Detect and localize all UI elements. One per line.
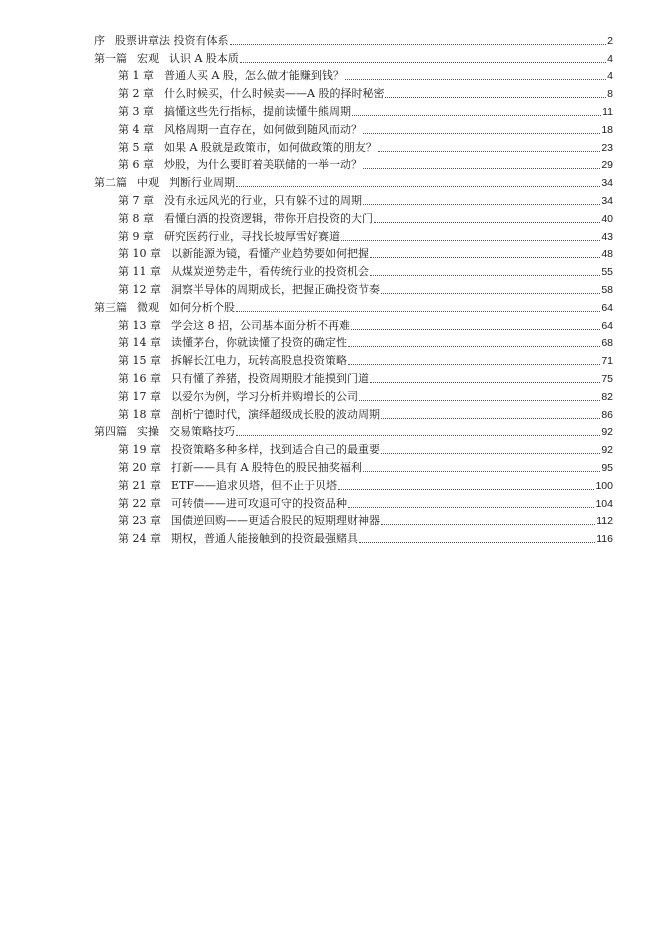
toc-entry-number: 第 20 章 — [118, 460, 161, 474]
dot-leader — [363, 204, 600, 205]
toc-entry-number: 第 1 章 — [118, 69, 154, 83]
toc-page-number: 92 — [601, 426, 613, 439]
toc-entry-title: 打新——具有 A 股特色的股民抽奖福利 — [171, 460, 362, 474]
toc-entry-title: 没有永远风光的行业，只有躲不过的周期 — [164, 193, 362, 207]
toc-part-entry[interactable] — [0, 30, 613, 48]
toc-entry-section: 实操 — [137, 425, 159, 439]
toc-page-number: 64 — [601, 301, 613, 314]
toc-entry-label — [94, 176, 235, 190]
toc-chapter-entry[interactable] — [0, 208, 613, 226]
toc-entry-title: 普通人买 A 股，怎么做才能赚到钱？ — [164, 69, 344, 83]
toc-chapter-entry[interactable] — [0, 190, 613, 208]
toc-entry-number: 第 11 章 — [118, 265, 161, 279]
dot-leader — [363, 133, 600, 134]
dot-leader — [348, 507, 594, 508]
dot-leader — [370, 257, 600, 258]
toc-entry-number: 第 8 章 — [118, 211, 154, 225]
toc-page-number: 4 — [607, 52, 613, 65]
toc-chapter-entry[interactable] — [0, 155, 613, 173]
toc-page-number: 43 — [601, 230, 613, 243]
toc-entry-title: 判断行业周期 — [169, 176, 235, 190]
toc-entry-title: 看懂白酒的投资逻辑，带你开启投资的大门 — [164, 211, 373, 225]
toc-entry-label — [94, 34, 229, 48]
toc-entry-label — [118, 443, 380, 457]
toc-chapter-entry[interactable] — [0, 101, 613, 119]
toc-chapter-entry[interactable] — [0, 119, 613, 137]
toc-entry-number: 第 10 章 — [118, 247, 161, 261]
toc-entry-number: 第 14 章 — [118, 336, 161, 350]
toc-chapter-entry[interactable] — [0, 511, 613, 529]
toc-entry-title: 剖析宁德时代，演绎超级成长股的波动周期 — [171, 407, 380, 421]
toc-chapter-entry[interactable] — [0, 368, 613, 386]
toc-page-number: 104 — [595, 497, 613, 510]
toc-entry-number: 第 24 章 — [118, 532, 161, 546]
toc-chapter-entry[interactable] — [0, 315, 613, 333]
toc-entry-label — [118, 497, 347, 511]
dot-leader — [240, 62, 606, 63]
toc-entry-title: 洞察半导体的周期成长，把握正确投资节奏 — [171, 282, 380, 296]
toc-entry-title: 期权，普通人能接触到的投资最强赌具 — [171, 532, 358, 546]
toc-entry-number: 序 — [94, 33, 105, 47]
toc-entry-title: 搞懂这些先行指标，提前读懂牛熊周期 — [164, 104, 351, 118]
toc-entry-title: 什么时候买，什么时候卖——A 股的择时秘密 — [164, 87, 385, 101]
toc-entry-label — [118, 390, 358, 404]
toc-entry-label — [118, 408, 380, 422]
toc-entry-number: 第 16 章 — [118, 371, 161, 385]
toc-part-entry[interactable] — [0, 422, 613, 440]
dot-leader — [381, 453, 600, 454]
toc-entry-number: 第二篇 — [94, 176, 127, 190]
toc-page-number: 92 — [601, 444, 613, 457]
toc-entry-title: 炒股，为什么要盯着美联储的一举一动？ — [164, 158, 362, 172]
toc-page-number: 4 — [607, 70, 613, 83]
toc-chapter-entry[interactable] — [0, 244, 613, 262]
toc-chapter-entry[interactable] — [0, 226, 613, 244]
toc-chapter-entry[interactable] — [0, 279, 613, 297]
toc-page-number: 55 — [601, 266, 613, 279]
toc-entry-label — [118, 336, 347, 350]
table-of-contents — [0, 30, 661, 546]
dot-leader — [236, 186, 600, 187]
toc-page-number: 58 — [601, 283, 613, 296]
toc-entry-number: 第 3 章 — [118, 104, 154, 118]
dot-leader — [236, 311, 600, 312]
dot-leader — [348, 364, 600, 365]
toc-entry-label — [118, 479, 337, 493]
dot-leader — [348, 346, 600, 347]
toc-page-number: 29 — [601, 159, 613, 172]
toc-part-entry[interactable] — [0, 172, 613, 190]
toc-entry-label — [118, 212, 373, 226]
dot-leader — [381, 293, 600, 294]
toc-entry-number: 第三篇 — [94, 300, 127, 314]
toc-entry-number: 第四篇 — [94, 425, 127, 439]
toc-entry-title: 可转债——进可攻退可守的投资品种 — [171, 496, 347, 510]
toc-entry-number: 第 4 章 — [118, 122, 154, 136]
toc-page-number: 8 — [607, 88, 613, 101]
toc-entry-title: 以新能源为镜，看懂产业趋势要如何把握 — [171, 247, 369, 261]
toc-entry-title: 国债逆回购——更适合股民的短期理财神器 — [171, 514, 380, 528]
toc-page-number: 34 — [601, 177, 613, 190]
dot-leader — [370, 275, 600, 276]
toc-entry-title: 读懂茅台，你就读懂了投资的确定性 — [171, 336, 347, 350]
dot-leader — [363, 168, 600, 169]
toc-entry-number: 第 17 章 — [118, 389, 161, 403]
toc-entry-number: 第一篇 — [94, 51, 127, 65]
toc-chapter-entry[interactable] — [0, 493, 613, 511]
dot-leader — [363, 471, 600, 472]
dot-leader — [385, 97, 606, 98]
toc-entry-label — [118, 354, 347, 368]
toc-entry-number: 第 9 章 — [118, 229, 154, 243]
toc-page-number: 68 — [601, 337, 613, 350]
toc-entry-section: 微观 — [137, 300, 159, 314]
toc-entry-number: 第 15 章 — [118, 354, 161, 368]
toc-chapter-entry[interactable] — [0, 83, 613, 101]
dot-leader — [338, 489, 594, 490]
toc-entry-title: 以爱尔为例，学习分析并购增长的公司 — [171, 389, 358, 403]
toc-entry-title: 拆解长江电力，玩转高股息投资策略 — [171, 354, 347, 368]
toc-entry-label — [118, 105, 351, 119]
toc-chapter-entry[interactable] — [0, 66, 613, 84]
toc-entry-label — [118, 265, 369, 279]
toc-entry-label — [118, 461, 362, 475]
toc-chapter-entry[interactable] — [0, 261, 613, 279]
dot-leader — [236, 435, 600, 436]
toc-entry-label — [118, 87, 384, 101]
toc-page-number: 18 — [601, 123, 613, 136]
toc-chapter-entry[interactable] — [0, 475, 613, 493]
toc-entry-label — [118, 372, 369, 386]
dot-leader — [352, 115, 601, 116]
toc-entry-title: 只有懂了养猪，投资周期股才能摸到门道 — [171, 371, 369, 385]
toc-entry-label — [118, 194, 362, 208]
toc-entry-label — [94, 52, 239, 66]
toc-page-number: 82 — [601, 390, 613, 403]
toc-chapter-entry[interactable] — [0, 457, 613, 475]
toc-entry-title: ETF——追求贝塔，但不止于贝塔 — [171, 478, 337, 492]
toc-entry-label — [118, 123, 362, 137]
toc-entry-title: 学会这 8 招，公司基本面分析不再难 — [171, 318, 350, 332]
dot-leader — [359, 542, 595, 543]
toc-part-entry[interactable] — [0, 297, 613, 315]
toc-entry-number: 第 23 章 — [118, 514, 161, 528]
toc-page-number: 116 — [596, 533, 613, 546]
toc-page-number: 75 — [601, 372, 613, 385]
toc-entry-title: 股票讲章法 投资有体系 — [115, 33, 229, 47]
toc-entry-number: 第 7 章 — [118, 193, 154, 207]
toc-page-number: 95 — [601, 461, 613, 474]
toc-page-number: 2 — [607, 34, 613, 47]
toc-entry-label — [94, 301, 235, 315]
toc-chapter-entry[interactable] — [0, 137, 613, 155]
toc-entry-title: 从煤炭逆势走牛，看传统行业的投资机会 — [171, 265, 369, 279]
toc-part-entry[interactable] — [0, 48, 613, 66]
toc-entry-number: 第 18 章 — [118, 407, 161, 421]
toc-page-number: 86 — [601, 408, 613, 421]
toc-entry-title: 认识 A 股本质 — [169, 51, 239, 65]
toc-entry-label — [118, 69, 344, 83]
toc-page-number: 64 — [601, 319, 613, 332]
toc-entry-label — [118, 319, 350, 333]
dot-leader — [378, 151, 600, 152]
toc-entry-label — [118, 247, 369, 261]
toc-chapter-entry[interactable] — [0, 386, 613, 404]
toc-entry-number: 第 5 章 — [118, 140, 154, 154]
toc-page-number: 11 — [602, 105, 613, 118]
dot-leader — [370, 382, 600, 383]
toc-entry-number: 第 13 章 — [118, 318, 161, 332]
toc-entry-title: 研究医药行业，寻找长坡厚雪好赛道 — [164, 229, 340, 243]
dot-leader — [230, 44, 607, 45]
toc-entry-title: 交易策略技巧 — [169, 425, 235, 439]
toc-entry-label — [118, 141, 377, 155]
toc-entry-number: 第 6 章 — [118, 158, 154, 172]
toc-entry-label — [118, 514, 380, 528]
dot-leader — [374, 222, 600, 223]
toc-entry-label — [118, 283, 380, 297]
toc-entry-number: 第 12 章 — [118, 282, 161, 296]
dot-leader — [351, 329, 600, 330]
toc-entry-number: 第 21 章 — [118, 478, 161, 492]
dot-leader — [359, 400, 600, 401]
toc-entry-label — [118, 158, 362, 172]
dot-leader — [345, 79, 606, 80]
toc-entry-section: 中观 — [137, 176, 159, 190]
toc-page-number: 71 — [601, 355, 613, 368]
dot-leader — [381, 524, 595, 525]
toc-page-number: 100 — [595, 479, 613, 492]
toc-entry-label — [118, 230, 340, 244]
toc-entry-number: 第 22 章 — [118, 496, 161, 510]
toc-chapter-entry[interactable] — [0, 333, 613, 351]
toc-entry-title: 投资策略多种多样，找到适合自己的最重要 — [171, 443, 380, 457]
toc-entry-number: 第 19 章 — [118, 443, 161, 457]
toc-page-number: 23 — [601, 141, 613, 154]
toc-entry-title: 如果 A 股就是政策市，如何做政策的朋友？ — [164, 140, 377, 154]
toc-page-number: 40 — [601, 212, 613, 225]
dot-leader — [381, 418, 600, 419]
toc-chapter-entry[interactable] — [0, 404, 613, 422]
toc-page-number: 48 — [601, 248, 613, 261]
toc-entry-number: 第 2 章 — [118, 87, 154, 101]
toc-entry-title: 如何分析个股 — [169, 300, 235, 314]
toc-chapter-entry[interactable] — [0, 528, 613, 546]
toc-entry-section: 宏观 — [137, 51, 159, 65]
toc-entry-label — [94, 425, 235, 439]
dot-leader — [341, 240, 600, 241]
toc-chapter-entry[interactable] — [0, 439, 613, 457]
toc-entry-label — [118, 532, 358, 546]
toc-entry-title: 风格周期一直存在，如何做到随风而动？ — [164, 122, 362, 136]
toc-chapter-entry[interactable] — [0, 350, 613, 368]
toc-page-number: 112 — [596, 515, 613, 528]
toc-page-number: 34 — [601, 194, 613, 207]
